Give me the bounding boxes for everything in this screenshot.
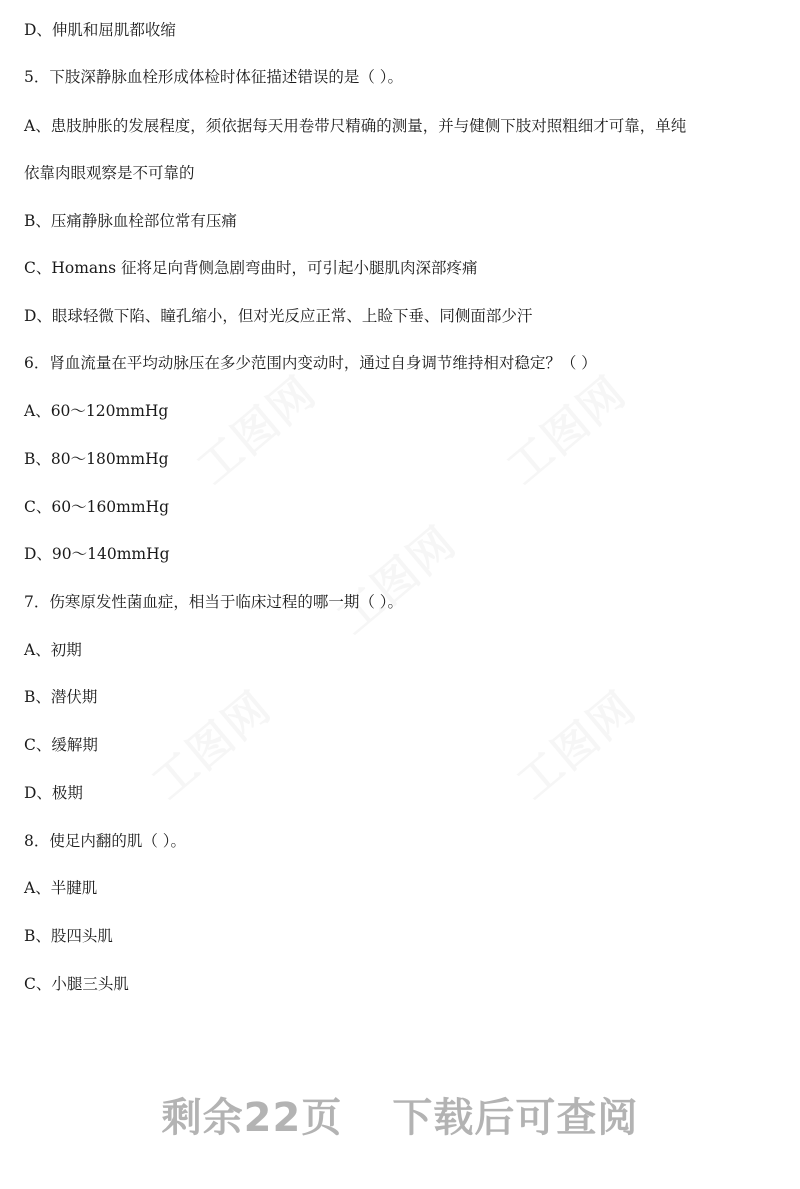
remaining-pages-banner[interactable] — [0, 1086, 800, 1143]
option-text: D、伸肌和屈肌都收缩 — [24, 21, 176, 39]
question-text: 8．使足内翻的肌（ ）。 — [24, 832, 187, 850]
option-text: D、极期 — [24, 784, 83, 802]
option-text: C、小腿三头肌 — [24, 975, 129, 993]
question-text: 5．下肢深静脉血栓形成体检时体征描述错误的是（ ）。 — [24, 68, 404, 86]
option-text: B、压痛静脉血栓部位常有压痛 — [24, 212, 237, 230]
option-text: D、眼球轻微下陷、瞳孔缩小，但对光反应正常、上睑下垂、同侧面部少汗 — [24, 307, 533, 325]
option-text: C、缓解期 — [24, 736, 98, 754]
option-text: C、60～160mmHg — [24, 498, 170, 516]
option-text: A、60～120mmHg — [24, 402, 169, 420]
download-to-view-text: 下载后可查阅 — [392, 1095, 639, 1141]
watermark — [491, 358, 638, 496]
question-text: 7．伤寒原发性菌血症，相当于临床过程的哪一期（ ）。 — [24, 593, 404, 611]
option-text: A、半腱肌 — [24, 879, 98, 897]
option-text: B、80～180mmHg — [24, 450, 169, 468]
watermark — [501, 673, 648, 811]
option-text: B、股四头肌 — [24, 927, 113, 945]
option-text: A、初期 — [24, 641, 82, 659]
option-text: C、Homans 征将足向背侧急剧弯曲时，可引起小腿肌肉深部疼痛 — [24, 259, 478, 277]
option-text-continued: 依靠肉眼观察是不可靠的 — [24, 164, 195, 182]
watermark — [321, 508, 468, 646]
watermark — [181, 358, 328, 496]
watermark — [136, 673, 283, 811]
option-text: A、患肢肿胀的发展程度，须依据每天用卷带尺精确的测量，并与健侧下肢对照粗细才可靠，单纯 — [24, 117, 687, 135]
remaining-pages-text: 剩余22页 — [161, 1095, 343, 1141]
option-text: D、90～140mmHg — [24, 545, 170, 563]
option-text: B、潜伏期 — [24, 688, 98, 706]
question-text: 6．肾血流量在平均动脉压在多少范围内变动时，通过自身调节维持相对稳定？（ ） — [24, 354, 597, 372]
